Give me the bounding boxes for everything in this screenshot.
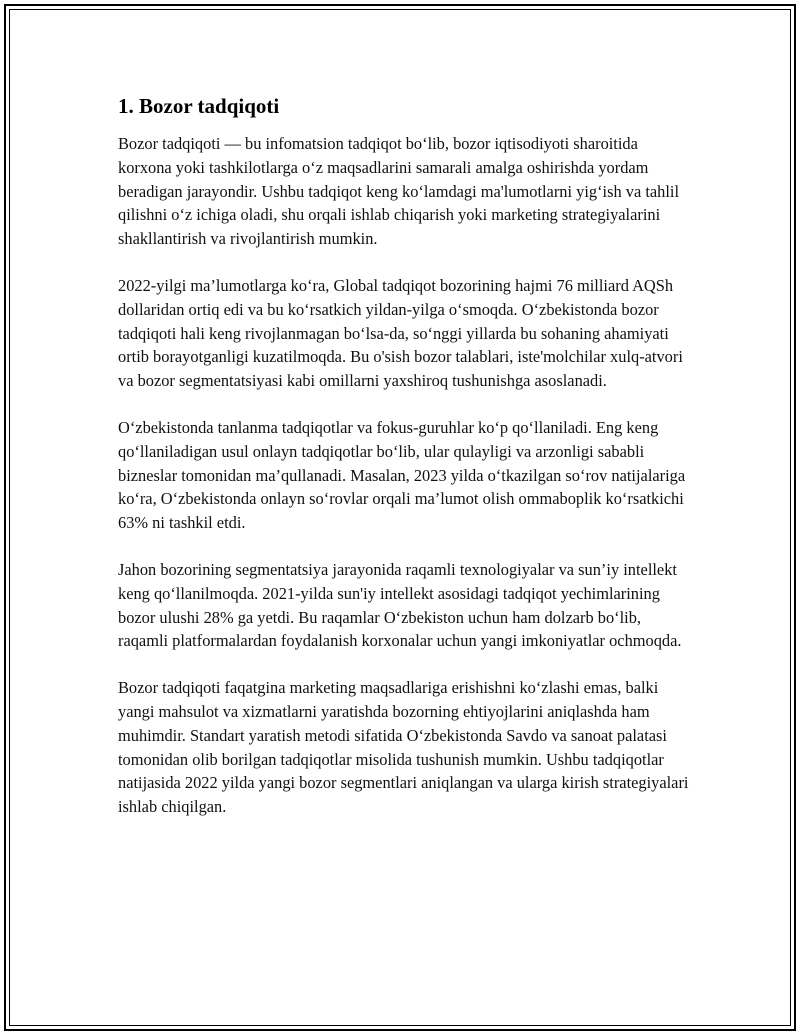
section-heading: 1. Bozor tadqiqoti [118, 94, 280, 118]
paragraph-1: Bozor tadqiqoti — bu infomatsion tadqiqot bo‘lib, bozor iqtisodiyoti sharoitida korxona yoki tashkilotlarga o‘z maqsadlarini samarali amalga oshirishda yordam beradigan jarayondir. Ushbu tadqiqot keng ko‘lamdagi ma'lumotlarni yig‘ish va tahlil qilishni o‘z ichiga oladi, shu orqali ishlab chiqarish yoki marketing strategiyalarini shakllantirish va rivojlantirish mumkin. [118, 134, 680, 249]
paragraph-4: Jahon bozorining segmentatsiya jarayonida raqamli texnologiyalar va sun’iy intellekt keng qo‘llanilmoqda. 2021-yilda sun'iy intellekt asosidagi tadqiqot yechimlarining bozor ulushi 28% ga yetdi. Bu raqamlar O‘zbekiston uchun ham dolzarb bo‘lib, raqamli platformalardan foydalanish korxonalar uchun yangi imkoniyatlar ochmoqda. [118, 559, 682, 651]
paragraph-5: Bozor tadqiqoti faqatgina marketing maqsadlariga erishishni ko‘zlashi emas, balki yangi mahsulot va xizmatlarni yaratishda bozorning ehtiyojlarini aniqlashda ham muhimdir. Standart yaratish metodi sifatida O‘zbekistonda Savdo va sanoat palatasi tomonidan olib borilgan tadqiqotlar misolida tushunish mumkin. Ushbu tadqiqotlar natijasida 2022 yilda yangi bozor segmentlari aniqlangan va ularga kirish strategiyalari ishlab chiqilgan. [118, 678, 689, 817]
paragraph-3: O‘zbekistonda tanlanma tadqiqotlar va fokus-guruhlar ko‘p qo‘llaniladi. Eng keng qo‘llaniladigan usul onlayn tadqiqotlar bo‘lib, ular qulayligi va arzonligi sababli bizneslar tomonidan ma’qullanadi. Masalan, 2023 yilda o‘tkazilgan so‘rov natijalariga ko‘ra, O‘zbekistonda onlayn so‘rovlar orqali ma’lumot olish ommaboplik ko‘rsatkichi 63% ni tashkil etdi. [118, 417, 686, 533]
document-body [118, 92, 690, 842]
paragraph-2: 2022-yilgi ma’lumotlarga ko‘ra, Global tadqiqot bozorining hajmi 76 milliard AQSh dollaridan ortiq edi va bu ko‘rsatkich yildan-yilga o‘smoqda. O‘zbekistonda bozor tadqiqoti hali keng rivojlanmagan bo‘lsa-da, so‘nggi yillarda bu sohaning ahamiyati ortib borayotganligi kuzatilmoqda. Bu o'sish bozor talablari, iste'molchilar xulq-atvori va bozor segmentatsiyasi kabi omillarni yaxshiroq tushunishga asoslanadi. [118, 275, 683, 391]
